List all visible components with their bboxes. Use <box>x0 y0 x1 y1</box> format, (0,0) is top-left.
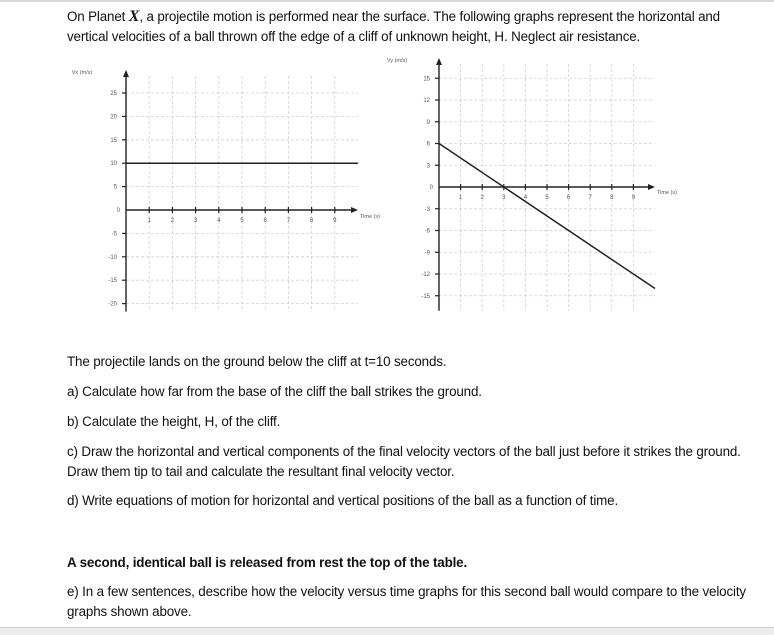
y-tick-label: 15 <box>110 137 117 144</box>
y-tick-label: 9 <box>426 119 430 126</box>
question-e: e) In a few sentences, describe how the velocity versus time graphs for this second ball would compare to the velocity graphs shown above. <box>67 584 746 619</box>
y-axis-label: Vx (m/s) <box>71 70 93 76</box>
x-tick-label: 6 <box>263 218 267 224</box>
y-tick-label: -20 <box>108 301 117 308</box>
x-tick-label: 5 <box>240 218 244 224</box>
x-tick-label: 1 <box>458 195 463 201</box>
y-tick-label: -12 <box>421 272 430 278</box>
y-tick-label: 20 <box>110 114 117 121</box>
x-tick-label: 7 <box>286 218 291 224</box>
x-tick-label: 6 <box>566 195 571 201</box>
y-tick-label: 3 <box>426 163 430 170</box>
x-tick-label: 9 <box>333 218 337 224</box>
second-ball-statement: A second, identical ball is released from rest the top of the table. <box>67 555 468 570</box>
intro-text-2: , a projectile motion is performed near the surface. The following graphs represent the horizontal and vertical velocities of a ball thrown off the edge of a cliff of unknown height, H. Neglect air resistance. <box>67 9 720 44</box>
x-tick-label: 3 <box>193 218 198 224</box>
y-tick-label: 0 <box>429 185 433 191</box>
x-tick-label: 8 <box>309 218 314 224</box>
y-tick-label: 5 <box>113 184 117 191</box>
question-d: d) Write equations of motion for horizontal and vertical positions of the ball as a function of time. <box>67 493 619 508</box>
y-axis-arrow-icon <box>123 70 129 77</box>
y-tick-label: 15 <box>423 76 430 83</box>
y-tick-label: 0 <box>116 208 120 214</box>
x-axis-label: Time (s) <box>657 190 677 196</box>
question-a: a) Calculate how far from the base of the cliff the ball strikes the ground. <box>67 384 482 399</box>
x-tick-label: 2 <box>480 195 484 201</box>
x-tick-label: 1 <box>147 218 151 224</box>
question-c: c) Draw the horizontal and vertical components of the final velocity vectors of the ball just before it strikes the ground. Draw them tip to tail and calculate the resultant final velocity vector. <box>67 444 741 479</box>
y-tick-label: 6 <box>426 141 430 148</box>
x-tick-label: 4 <box>523 195 528 201</box>
intro-text-1: On Planet <box>67 9 129 24</box>
x-tick-label: 4 <box>217 218 221 224</box>
x-tick-label: 9 <box>631 195 636 201</box>
y-tick-label: 12 <box>423 98 430 104</box>
y-tick-label: -5 <box>111 231 117 238</box>
y-tick-label: -15 <box>421 293 430 300</box>
y-tick-label: 10 <box>110 161 117 168</box>
planet-name: X <box>128 8 140 25</box>
y-axis-label: Vy (m/s) <box>386 58 408 64</box>
x-axis-label: Time (s) <box>360 214 380 220</box>
y-tick-label: 25 <box>110 91 117 97</box>
landing-statement: The projectile lands on the ground below the cliff at t=10 seconds. <box>67 354 447 369</box>
x-tick-label: 5 <box>545 195 549 201</box>
x-tick-label: 3 <box>502 195 506 201</box>
x-tick-label: 2 <box>170 218 175 224</box>
y-tick-label: -6 <box>424 228 430 235</box>
x-axis-arrow-icon <box>351 207 358 213</box>
y-tick-label: -15 <box>108 278 117 285</box>
question-b: b) Calculate the height, H, of the cliff. <box>67 414 281 429</box>
y-tick-label: -3 <box>424 206 430 213</box>
x-tick-label: 7 <box>588 195 592 201</box>
y-tick-label: -9 <box>424 250 430 257</box>
x-tick-label: 8 <box>610 195 614 201</box>
y-tick-label: -10 <box>108 254 117 261</box>
